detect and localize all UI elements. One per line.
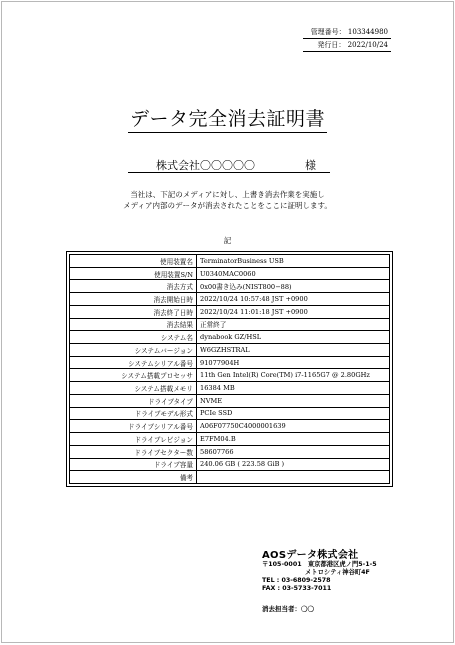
document-meta	[303, 28, 391, 52]
table-row	[70, 445, 390, 458]
row-label: ドライブ容量	[70, 458, 197, 471]
row-label: 消去開始日時	[70, 293, 197, 306]
document-title-block	[2, 104, 453, 133]
erasure-contact: 消去担当者：〇〇	[262, 605, 314, 613]
table-row	[70, 420, 390, 433]
row-label: 使用装置S/N	[70, 267, 197, 280]
statement-line-1: 当社は、下記のメディアに対し、上書き消去作業を実施し	[130, 190, 325, 199]
company-block	[262, 546, 377, 613]
table-row	[70, 331, 390, 344]
row-label: ドライブセクター数	[70, 445, 197, 458]
table-row	[70, 369, 390, 382]
row-label: ドライブモデル形式	[70, 407, 197, 420]
table-row	[70, 344, 390, 357]
company-tel: TEL : 03-6809-2578	[262, 577, 331, 584]
row-label: システム搭載プロセッサ	[70, 369, 197, 382]
row-value: NVME	[197, 394, 390, 407]
row-label: 消去結果	[70, 318, 197, 331]
row-value: 2022/10/24 11:01:18 JST +0900	[197, 305, 390, 318]
company-address-1: 〒105-0001 東京都港区虎ノ門5-1-5	[262, 561, 377, 568]
erasure-details-body	[70, 255, 390, 484]
row-value: U0340MAC0060	[197, 267, 390, 280]
table-row	[70, 471, 390, 484]
table-row	[70, 433, 390, 446]
row-value	[197, 471, 390, 484]
row-label: システムシリアル番号	[70, 356, 197, 369]
row-label: システム名	[70, 331, 197, 344]
row-label: ドライブシリアル番号	[70, 420, 197, 433]
table-row	[70, 407, 390, 420]
row-value: TerminatorBusiness USB	[197, 255, 390, 268]
row-value: 正常終了	[197, 318, 390, 331]
table-row	[70, 394, 390, 407]
table-row	[70, 293, 390, 306]
row-value: W6GZHSTRAL	[197, 344, 390, 357]
erasure-details-table	[69, 254, 390, 484]
table-row	[70, 318, 390, 331]
document-title: データ完全消去証明書	[128, 104, 327, 133]
table-row	[70, 267, 390, 280]
row-value: E7FM04.B	[197, 433, 390, 446]
recipient-line	[128, 155, 330, 173]
statement-line-2: メディア内部のデータが消去されたことをここに証明します。	[123, 201, 332, 210]
ki-heading: 記	[223, 236, 232, 245]
certificate-page	[1, 1, 454, 643]
row-value: 2022/10/24 10:57:48 JST +0900	[197, 293, 390, 306]
row-label: ドライブレビジョン	[70, 433, 197, 446]
row-value: 16384 MB	[197, 382, 390, 395]
management-number: 管理番号： 103344980	[303, 28, 391, 39]
company-address-2: メトロシティ神谷町4F	[305, 569, 370, 576]
row-label: ドライブタイプ	[70, 394, 197, 407]
row-value: 58607766	[197, 445, 390, 458]
row-value: dynabook GZ/HSL	[197, 331, 390, 344]
row-label: 備考	[70, 471, 197, 484]
certification-statement	[2, 189, 453, 211]
row-value: 240.06 GB ( 223.58 GiB )	[197, 458, 390, 471]
table-row	[70, 356, 390, 369]
table-row	[70, 280, 390, 293]
row-label: 消去終了日時	[70, 305, 197, 318]
row-label: システム搭載メモリ	[70, 382, 197, 395]
recipient-honorific: 様	[305, 159, 316, 172]
recipient-name: 株式会社〇〇〇〇〇	[156, 159, 255, 172]
erasure-details-frame	[66, 251, 393, 487]
row-value: 91077904H	[197, 356, 390, 369]
row-value: A06F07750C4000001639	[197, 420, 390, 433]
row-value: 11th Gen Intel(R) Core(TM) i7-1165G7 @ 2.80GHz	[197, 369, 390, 382]
row-value: 0x00書き込み(NIST800−88)	[197, 280, 390, 293]
table-row	[70, 255, 390, 268]
row-value: PCIe SSD	[197, 407, 390, 420]
company-name: AOSデータ株式会社	[262, 550, 359, 561]
row-label: 使用装置名	[70, 255, 197, 268]
table-row	[70, 305, 390, 318]
table-row	[70, 382, 390, 395]
row-label: 消去方式	[70, 280, 197, 293]
issue-date: 発行日： 2022/10/24	[303, 41, 391, 52]
table-row	[70, 458, 390, 471]
company-fax: FAX : 03-5733-7011	[262, 585, 332, 592]
row-label: システムバージョン	[70, 344, 197, 357]
